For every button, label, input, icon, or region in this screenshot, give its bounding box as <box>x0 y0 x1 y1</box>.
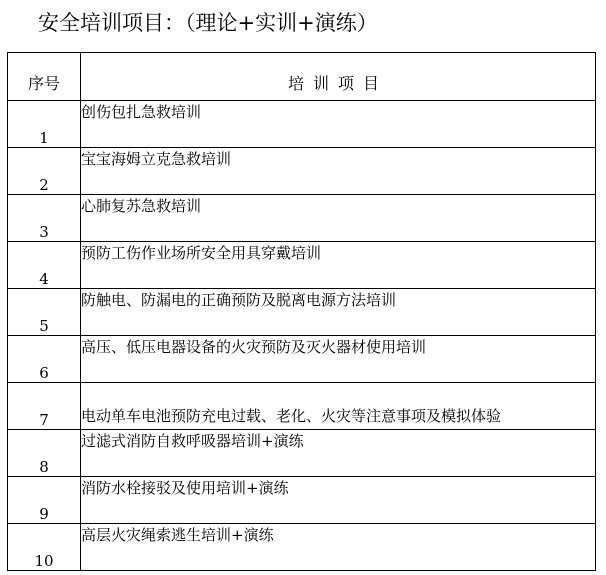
row-training-item: 心肺复苏急救培训 <box>81 195 596 242</box>
table-row <box>8 524 596 571</box>
row-training-item: 过滤式消防自救呼吸器培训+演练 <box>81 430 596 477</box>
row-training-item: 预防工伤作业场所安全用具穿戴培训 <box>81 242 596 289</box>
row-number: 7 <box>8 383 81 430</box>
row-number: 5 <box>8 289 81 336</box>
table-row <box>8 383 596 430</box>
table-row <box>8 430 596 477</box>
row-number: 3 <box>8 195 81 242</box>
row-number: 8 <box>8 430 81 477</box>
header-training-item <box>81 53 596 101</box>
row-number: 9 <box>8 477 81 524</box>
document-title: 安全培训项目：（理论+实训+演练） <box>38 11 378 35</box>
row-number: 4 <box>8 242 81 289</box>
table-row <box>8 289 596 336</box>
table-row <box>8 477 596 524</box>
row-number: 10 <box>8 524 81 571</box>
row-number: 2 <box>8 148 81 195</box>
row-training-item: 创伤包扎急救培训 <box>81 101 596 148</box>
row-number: 1 <box>8 101 81 148</box>
row-number: 6 <box>8 336 81 383</box>
header-training-item-label: 培训项目 <box>287 74 388 93</box>
table-row <box>8 195 596 242</box>
table-header-row <box>8 53 596 101</box>
table-row <box>8 242 596 289</box>
row-training-item: 宝宝海姆立克急救培训 <box>81 148 596 195</box>
table-row <box>8 148 596 195</box>
row-training-item: 高压、低压电器设备的火灾预防及灭火器材使用培训 <box>81 336 596 383</box>
row-training-item: 消防水栓接驳及使用培训+演练 <box>81 477 596 524</box>
row-training-item: 电动单车电池预防充电过载、老化、火灾等注意事项及模拟体验 <box>81 383 596 430</box>
training-items-table <box>7 52 596 571</box>
table-row <box>8 101 596 148</box>
header-serial-number: 序号 <box>8 53 81 101</box>
table-row <box>8 336 596 383</box>
row-training-item: 高层火灾绳索逃生培训+演练 <box>81 524 596 571</box>
row-training-item: 防触电、防漏电的正确预防及脱离电源方法培训 <box>81 289 596 336</box>
